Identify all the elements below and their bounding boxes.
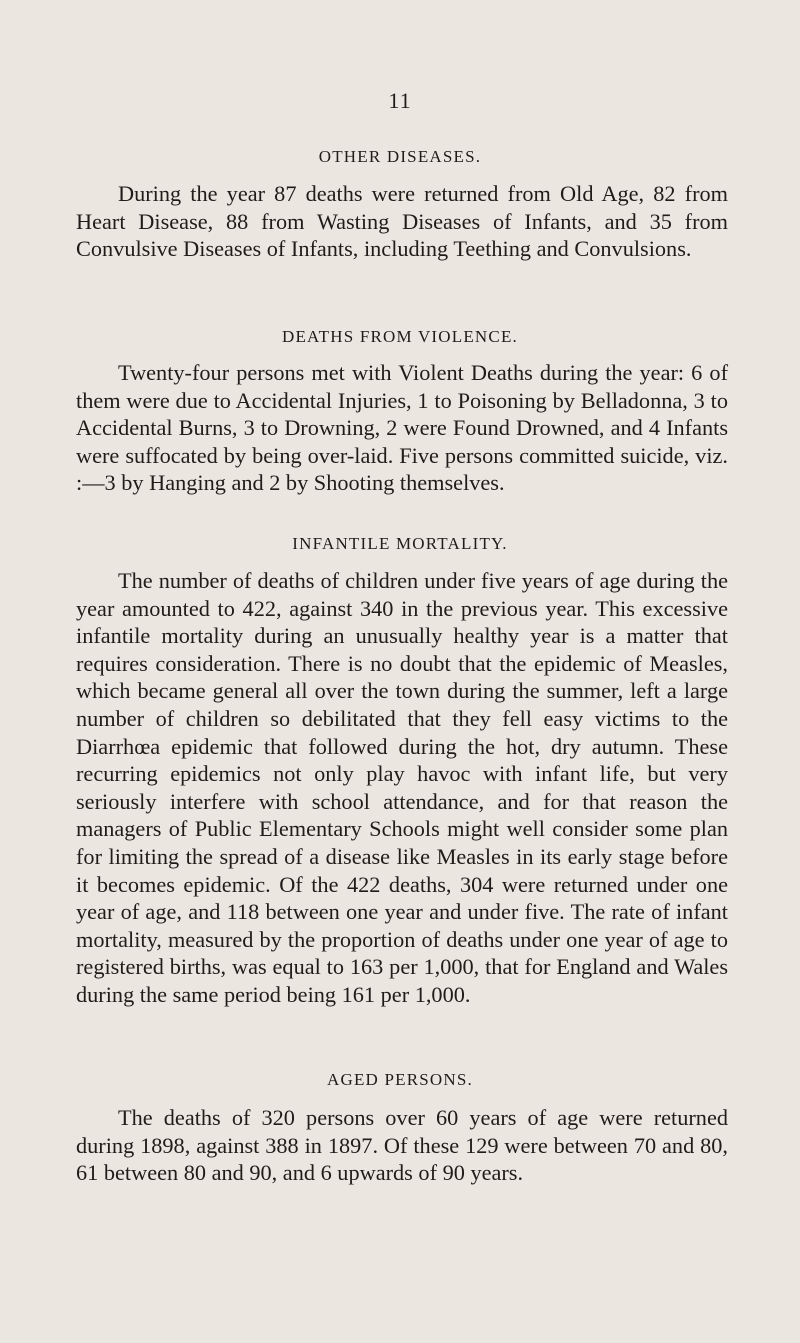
paragraph-deaths-from-violence: Twenty-four persons met with Violent Deaths during the year: 6 of them were due to Accidental Injuries, 1 to Poisoning by Belladonna, 3 to Accidental Burns, 3 to Drowning, 2 were Found Drowned, and 4 Infants were suffocated by being over-laid. Five persons committed suicide, viz. :—3 by Hanging and 2 by Shooting themselves. <box>76 360 728 496</box>
page-number: 11 <box>388 88 412 113</box>
paragraph-infantile-mortality: The number of deaths of children under five years of age during the year amounted to 422, against 340 in the previous year. This excessive infantile mortality during an unusually healthy year is a matter that requires consideration. There is no doubt that the epidemic of Measles, which became general all over the town during the summer, left a large number of children so debilitated that they fell easy victims to the Diarrhœa epidemic that followed during the hot, dry autumn. These recurring epidemics not only play havoc with infant life, but very seriously interfere with school attendance, and for that reason the managers of Public Elementary Schools might well consider some plan for limiting the spread of a disease like Measles in its early stage before it becomes epidemic. Of the 422 deaths, 304 were returned under one year of age, and 118 between one year and under five. The rate of infant mortality, measured by the proportion of deaths under one year of age to registered births, was equal to 163 per 1,000, that for England and Wales during the same period being 161 per 1,000. <box>76 568 728 1007</box>
heading-deaths-from-violence: DEATHS FROM VIOLENCE. <box>282 327 518 346</box>
heading-aged-persons: AGED PERSONS. <box>327 1070 473 1089</box>
paragraph-other-diseases: During the year 87 deaths were returned from Old Age, 82 from Heart Disease, 88 from Wasting Diseases of Infants, and 35 from Convulsive Diseases of Infants, including Teething and Convulsions. <box>76 181 728 262</box>
heading-infantile-mortality: INFANTILE MORTALITY. <box>292 534 508 553</box>
paragraph-aged-persons: The deaths of 320 persons over 60 years of age were returned during 1898, against 388 in 1897. Of these 129 were between 70 and 80, 61 between 80 and 90, and 6 upwards of 90 years. <box>76 1105 728 1186</box>
heading-other-diseases: OTHER DISEASES. <box>318 147 482 166</box>
